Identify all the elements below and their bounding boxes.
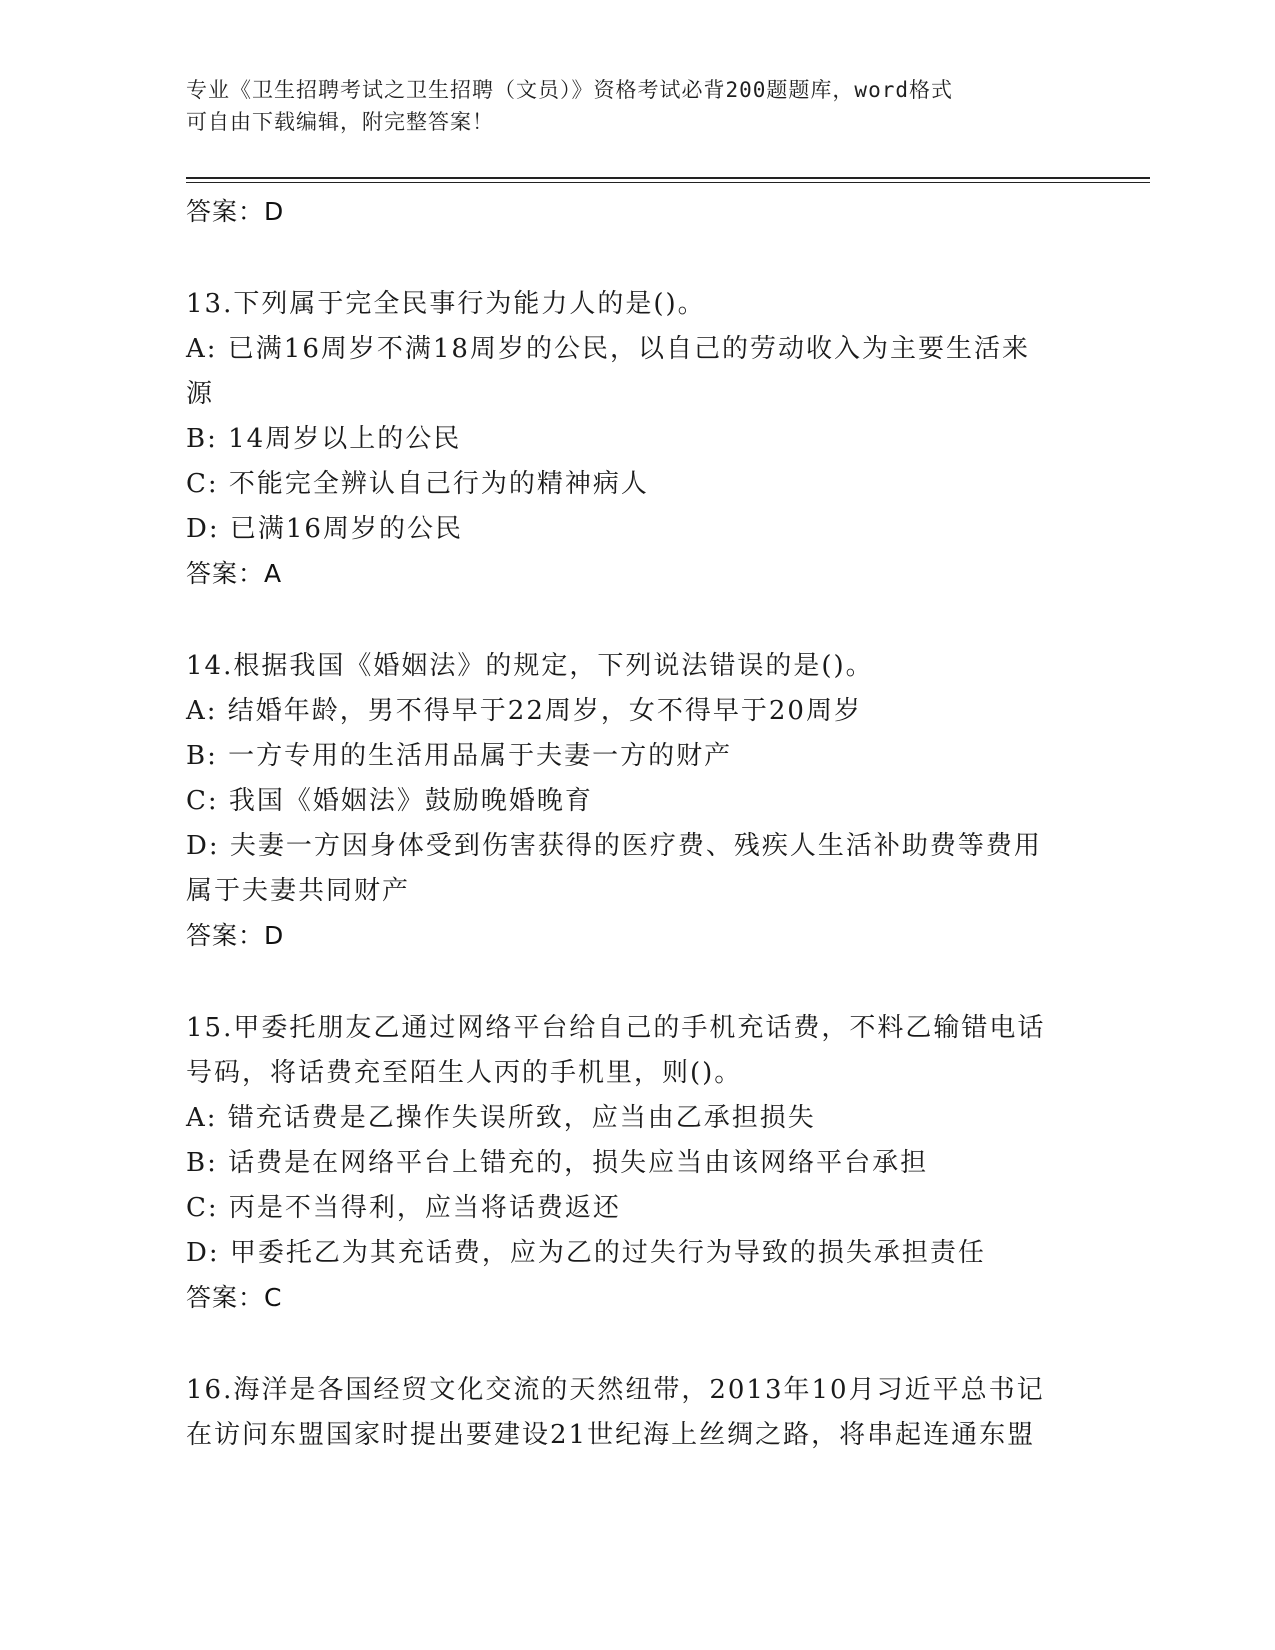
option-c: C: 我国《婚姻法》鼓励晚婚晚育 [186, 786, 593, 816]
header-divider-thin [186, 182, 1150, 183]
question-15 [186, 1006, 1086, 1320]
option-b: B: 14周岁以上的公民 [186, 424, 462, 454]
header-divider-thick [186, 177, 1150, 179]
option-d: D: 已满16周岁的公民 [186, 514, 463, 544]
answer-label: 答案：D [186, 921, 285, 950]
page-header [186, 74, 1086, 138]
option-d-continued: 属于夫妻共同财产 [186, 876, 411, 906]
previous-answer: 答案：D [186, 197, 285, 226]
option-b: B: 一方专用的生活用品属于夫妻一方的财产 [186, 741, 733, 771]
question-stem-continued: 号码，将话费充至陌生人丙的手机里，则()。 [186, 1058, 743, 1088]
question-stem: 13.下列属于完全民事行为能力人的是()。 [186, 289, 706, 319]
question-stem: 15.甲委托朋友乙通过网络平台给自己的手机充话费，不料乙输错电话 [186, 1013, 1046, 1043]
question-list [186, 190, 1086, 1458]
question-stem: 14.根据我国《婚姻法》的规定，下列说法错误的是()。 [186, 651, 874, 681]
option-d: D: 夫妻一方因身体受到伤害获得的医疗费、残疾人生活补助费等费用 [186, 831, 1042, 861]
option-b: B: 话费是在网络平台上错充的，损失应当由该网络平台承担 [186, 1148, 929, 1178]
option-c: C: 不能完全辨认自己行为的精神病人 [186, 469, 649, 499]
question-16 [186, 1368, 1086, 1458]
question-stem-continued: 在访问东盟国家时提出要建设21世纪海上丝绸之路，将串起连通东盟 [186, 1420, 1036, 1450]
option-c: C: 丙是不当得利，应当将话费返还 [186, 1193, 621, 1223]
option-a: A: 错充话费是乙操作失误所致，应当由乙承担损失 [186, 1103, 816, 1133]
option-a: A: 结婚年龄，男不得早于22周岁，女不得早于20周岁 [186, 696, 862, 726]
answer-label: 答案：C [186, 1283, 283, 1312]
question-14 [186, 644, 1086, 958]
header-line-1: 专业《卫生招聘考试之卫生招聘（文员）》资格考试必背200题题库，word格式 [186, 78, 953, 102]
answer-label: 答案：A [186, 559, 283, 588]
question-stem: 16.海洋是各国经贸文化交流的天然纽带，2013年10月习近平总书记 [186, 1375, 1045, 1405]
question-13 [186, 282, 1086, 596]
option-a-continued: 源 [186, 379, 215, 409]
header-line-2: 可自由下载编辑，附完整答案！ [186, 110, 494, 134]
option-a: A: 已满16周岁不满18周岁的公民，以自己的劳动收入为主要生活来 [186, 334, 1030, 364]
option-d: D: 甲委托乙为其充话费，应为乙的过失行为导致的损失承担责任 [186, 1238, 986, 1268]
